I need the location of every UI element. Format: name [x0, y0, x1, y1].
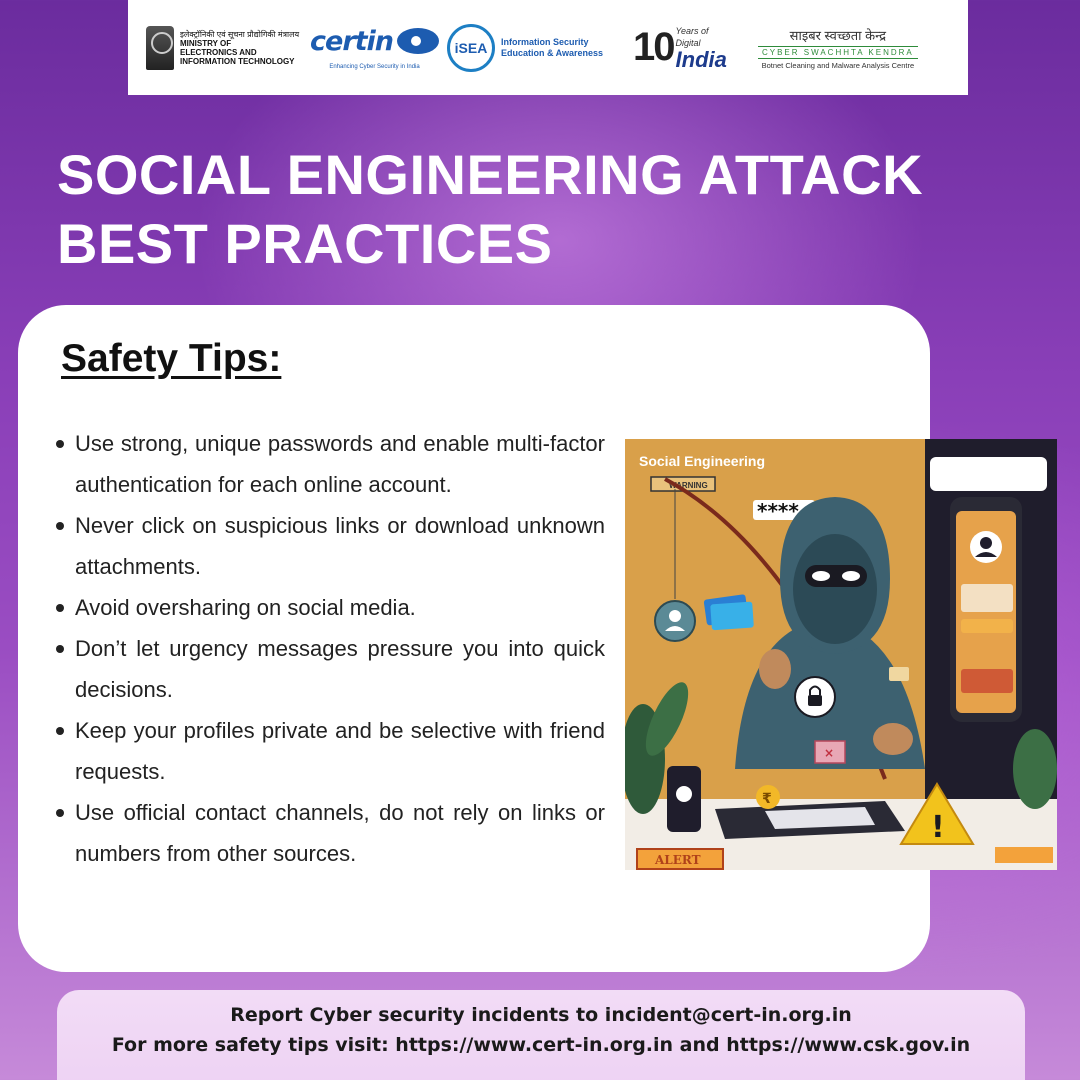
- certin-logo: [310, 13, 439, 83]
- tip-item: Use official contact channels, do not rely on links or numbers from other sources.: [53, 792, 605, 874]
- safety-tips-heading: Safety Tips:: [61, 337, 282, 380]
- smartphone-icon: [667, 766, 701, 832]
- title-line-1: SOCIAL ENGINEERING ATTACK: [57, 143, 924, 206]
- national-emblem-icon: [146, 26, 174, 70]
- certin-wordmark: certin: [310, 25, 394, 57]
- isea-text: Information Security Education & Awareness: [501, 36, 604, 58]
- social-engineering-illustration: [625, 439, 1057, 870]
- svg-text:!: !: [931, 810, 945, 845]
- isea-badge-icon: iSEA: [447, 24, 495, 72]
- svg-text:×: ×: [824, 746, 835, 760]
- footer-report-line: Report Cyber security incidents to incident@cert-in.org.in: [230, 1004, 852, 1026]
- alert-stamp-icon: [637, 849, 723, 869]
- meity-name: इलेक्ट्रॉनिकी एवं सूचना प्रौद्योगिकी मंत्रालय MINISTRY OF ELECTRONICS AND INFORMATION TECHNOLOGY: [180, 29, 300, 66]
- digital-india-digital: Digital: [675, 37, 701, 48]
- digital-india-india: India: [675, 46, 727, 72]
- meity-logo: [146, 13, 302, 83]
- logo-strip: [128, 0, 968, 95]
- svg-text:****: ****: [757, 499, 799, 523]
- tip-item: Use strong, unique passwords and enable multi-factor authentication for each online account.: [53, 423, 605, 505]
- footer: [57, 990, 1025, 1080]
- digital-india-logo: [633, 13, 727, 83]
- phone-icon: [950, 497, 1022, 722]
- title-line-2: BEST PRACTICES: [57, 212, 553, 275]
- tip-item: Don’t let urgency messages pressure you into quick decisions.: [53, 628, 605, 710]
- svg-text:WARNING: WARNING: [669, 481, 708, 490]
- envelope-icon: [889, 667, 909, 681]
- csk-hindi: साइबर स्वच्छता केन्द्र: [789, 27, 887, 43]
- digital-india-number: 10: [633, 25, 674, 69]
- svg-text:ALERT: ALERT: [655, 853, 701, 867]
- svg-text:₹: ₹: [762, 791, 772, 807]
- footer-tips-line: For more safety tips visit: https://www.cert-in.org.in and https://www.csk.gov.in: [111, 1034, 971, 1056]
- illustration-svg: [625, 439, 1057, 870]
- csk-logo: [753, 26, 923, 70]
- tip-item: Never click on suspicious links or download unknown attachments.: [53, 505, 605, 587]
- certin-tagline: Enhancing Cyber Security in India: [329, 63, 420, 70]
- certin-globe-icon: [397, 28, 439, 54]
- digital-india-years: Years of: [675, 25, 709, 36]
- speech-bubble-icon: [930, 457, 1047, 491]
- tip-item: Avoid oversharing on social media.: [53, 587, 605, 628]
- page-title: [57, 140, 1017, 278]
- csk-english: CYBER SWACHHTA KENDRA: [758, 46, 918, 59]
- isea-logo: [447, 13, 619, 83]
- csk-subtitle: Botnet Cleaning and Malware Analysis Centre: [761, 60, 915, 70]
- safety-tips-list: [53, 423, 605, 874]
- tip-item: Keep your profiles private and be selective with friend requests.: [53, 710, 605, 792]
- banner-text: Social Engineering: [639, 453, 766, 469]
